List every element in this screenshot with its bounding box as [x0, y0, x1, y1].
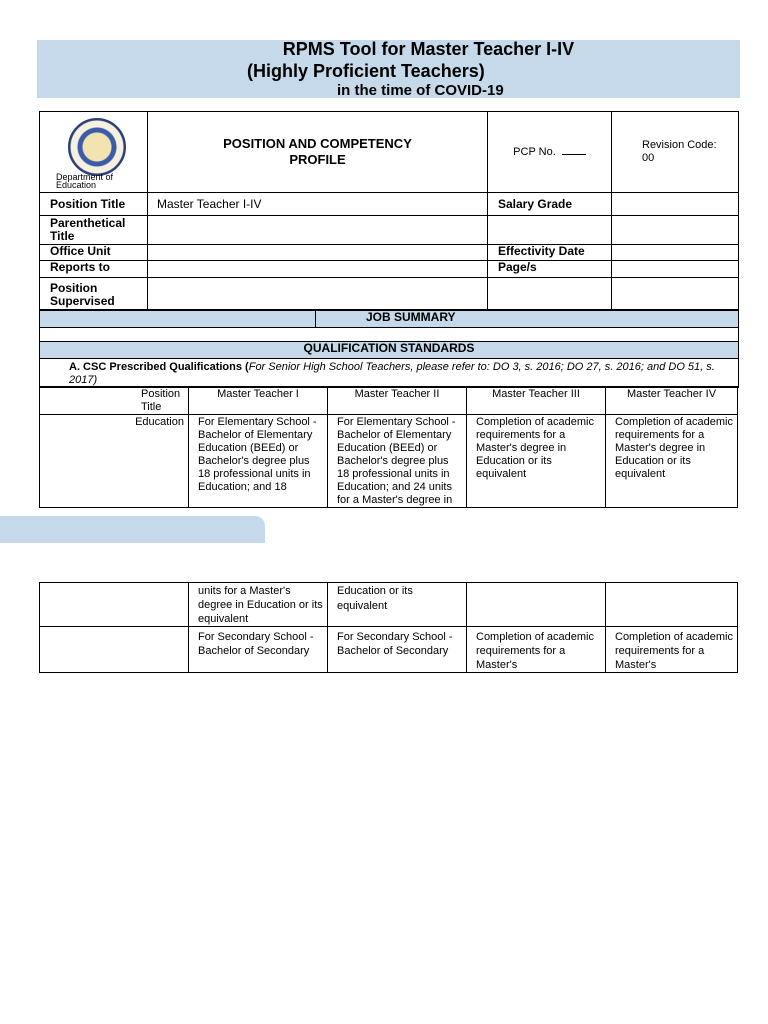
revision-cell [612, 112, 739, 193]
job-summary-body[interactable] [40, 328, 739, 342]
csc-qualifications-note [40, 359, 739, 388]
position-title-label: Position Title [40, 193, 148, 216]
revision-label: Revision Code: [642, 139, 717, 151]
salary-grade-label: Salary Grade [488, 193, 612, 216]
office-unit-label: Office Unit [40, 245, 148, 261]
job-summary-band-left [40, 311, 316, 328]
pcp-label: PCP No. [513, 145, 556, 158]
education-mt2: For Elementary School - Bachelor of Elementary Education (BEEd) or Bachelor's degree plus 18 professional units in Education; and 24 units for a Master's degree in [328, 415, 467, 508]
continued-mt2: Education or its equivalent [328, 583, 467, 627]
pcp-cell [488, 112, 612, 193]
page-break-tab [0, 516, 265, 543]
deped-seal-logo [68, 118, 126, 176]
job-summary-header: JOB SUMMARY [316, 311, 739, 328]
parenthetical-blank [488, 216, 612, 245]
document-title: RPMS Tool for Master Teacher I-IV [282, 39, 575, 59]
parenthetical-title-value[interactable] [148, 216, 488, 245]
position-title-value[interactable]: Master Teacher I-IV [148, 193, 488, 216]
pcp-blank[interactable] [562, 154, 586, 155]
secondary-mt1: For Secondary School - Bachelor of Secondary [189, 627, 328, 673]
qualification-table-page1 [39, 386, 738, 508]
profile-heading-cell [148, 112, 488, 193]
reports-to-label: Reports to [40, 261, 148, 278]
effectivity-date-label: Effectivity Date [488, 245, 612, 261]
header-mt2: Master Teacher II [328, 387, 467, 415]
parenthetical-blank-2 [612, 216, 739, 245]
header-mt4: Master Teacher IV [606, 387, 738, 415]
education-label: Education [40, 415, 189, 508]
continued-mt4 [606, 583, 738, 627]
continued-mt1: units for a Master's degree in Education or its equivalent [189, 583, 328, 627]
pages-value[interactable] [612, 261, 739, 278]
document-subtitle: (Highly Proficient Teachers) [247, 61, 485, 81]
position-supervised-label: Position Supervised [40, 278, 148, 310]
secondary-mt4: Completion of academic requirements for a Master's [606, 627, 738, 673]
reports-to-value[interactable] [148, 261, 488, 278]
salary-grade-value[interactable] [612, 193, 739, 216]
header-mt3: Master Teacher III [467, 387, 606, 415]
continued-label-cell [40, 583, 189, 627]
secondary-mt2: For Secondary School - Bachelor of Secondary [328, 627, 467, 673]
secondary-mt3: Completion of academic requirements for a Master's [467, 627, 606, 673]
profile-header-table [39, 111, 739, 310]
supervised-blank-2 [612, 278, 739, 310]
header-position-title: Position Title [40, 387, 189, 415]
section-bands-table [39, 310, 739, 388]
position-supervised-value[interactable] [148, 278, 488, 310]
logo-cell [40, 112, 148, 193]
effectivity-date-value[interactable] [612, 245, 739, 261]
profile-heading: POSITION AND COMPETENCY PROFILE [223, 136, 412, 167]
csc-bold-label: A. CSC Prescribed Qualifications ( [69, 361, 249, 373]
supervised-blank [488, 278, 612, 310]
secondary-label-cell [40, 627, 189, 673]
header-mt1: Master Teacher I [189, 387, 328, 415]
qualification-table-page2 [39, 582, 738, 673]
qualification-standards-header: QUALIFICATION STANDARDS [40, 342, 739, 359]
education-mt3: Completion of academic requirements for a Master's degree in Education or its equivalent [467, 415, 606, 508]
education-mt4: Completion of academic requirements for a Master's degree in Education or its equivalent [606, 415, 738, 508]
document-subtitle-covid: in the time of COVID-19 [337, 82, 504, 99]
office-unit-value[interactable] [148, 245, 488, 261]
revision-value: 00 [642, 152, 655, 164]
education-mt1: For Elementary School - Bachelor of Elementary Education (BEEd) or Bachelor's degree plus 18 professional units in Education; and 18 [189, 415, 328, 508]
continued-mt3 [467, 583, 606, 627]
department-label: Department of Education [56, 172, 114, 190]
parenthetical-title-label: Parenthetical Title [40, 216, 148, 245]
pages-label: Page/s [488, 261, 612, 278]
csc-italic-note: For Senior High School Teachers, please refer to: DO 3, s. 2016; DO 27, s. 2016; and DO 51, s. 2017) [69, 361, 715, 386]
